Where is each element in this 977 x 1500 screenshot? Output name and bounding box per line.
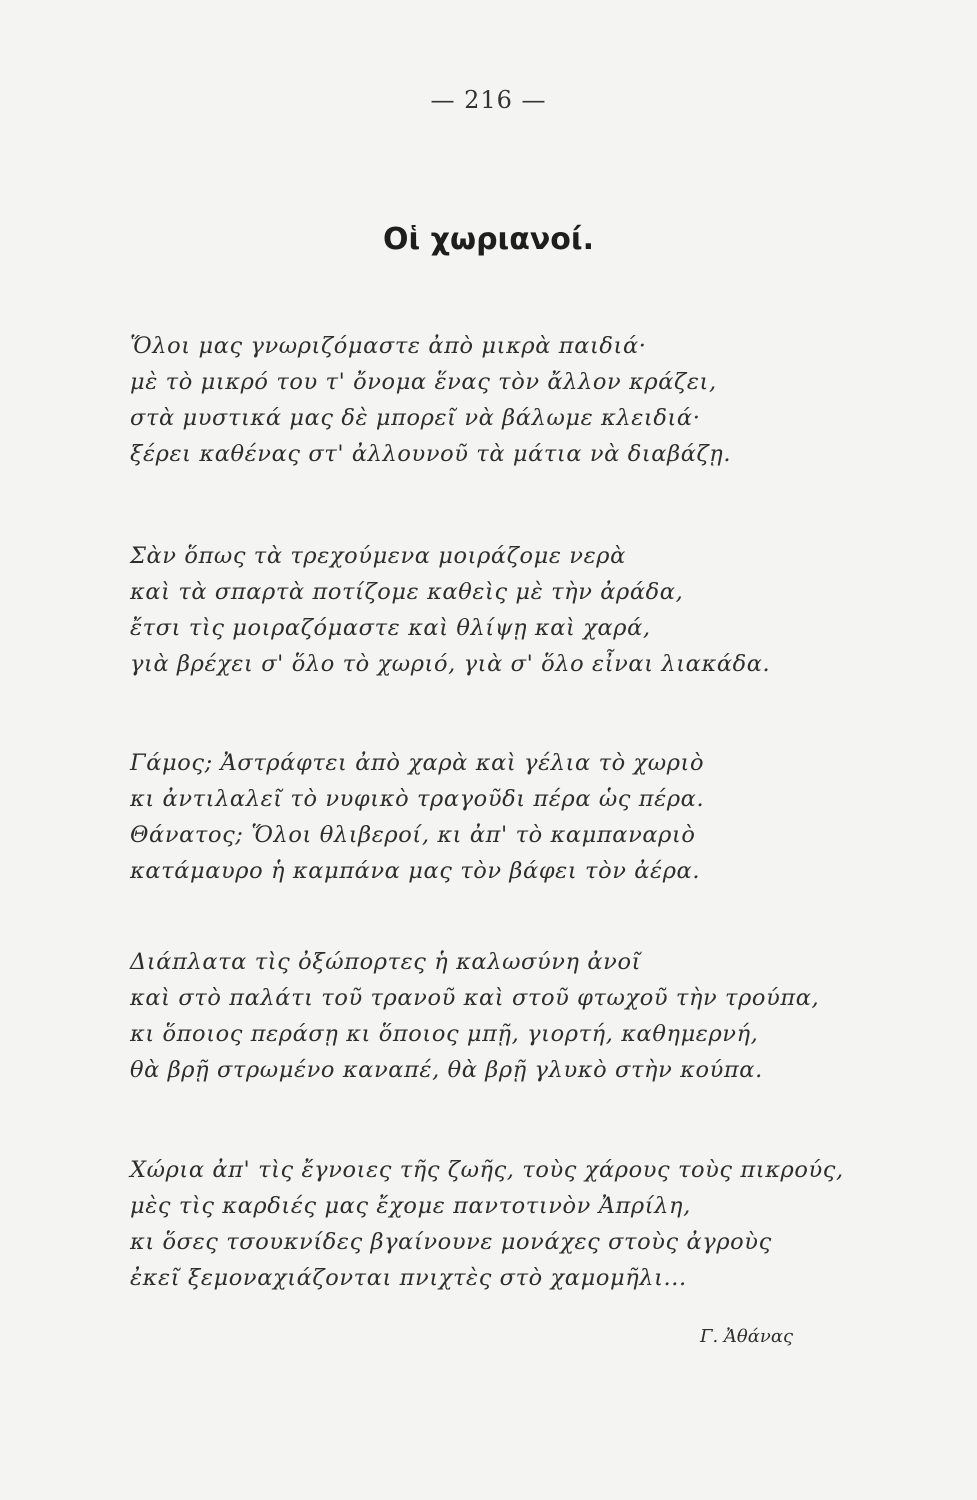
- poem-line: κατάμαυρο ἡ καμπάνα μας τὸν βάφει τὸν ἀέρα.: [130, 858, 701, 884]
- poem-line: Γάμος; Ἀστράφτει ἀπὸ χαρὰ καὶ γέλια τὸ χωριὸ: [130, 750, 705, 776]
- author-signature: Γ. Ἀθάνας: [700, 1326, 794, 1347]
- poem-line: μὲς τὶς καρδιές μας ἔχομε παντοτινὸν Ἀπρίλη,: [130, 1193, 691, 1219]
- poem-line: στὰ μυστικά μας δὲ μπορεῖ νὰ βάλωμε κλειδιά·: [130, 405, 701, 431]
- poem-line: ἔτσι τὶς μοιραζόμαστε καὶ θλίψῃ καὶ χαρά,: [130, 615, 651, 641]
- poem-line: ξέρει καθένας στ' ἀλλουνοῦ τὰ μάτια νὰ διαβάζῃ.: [130, 441, 732, 467]
- stanza-1: [130, 328, 910, 472]
- poem-line: κι ἀντιλαλεῖ τὸ νυφικὸ τραγοῦδι πέρα ὡς πέρα.: [130, 786, 705, 812]
- poem-line: Διάπλατα τὶς ὀξώπορτες ἡ καλωσύνη ἀνοῖ: [130, 949, 642, 975]
- poem-line: Ὅλοι μας γνωριζόμαστε ἀπὸ μικρὰ παιδιά·: [130, 333, 647, 359]
- poem-line: Σὰν ὅπως τὰ τρεχούμενα μοιράζομε νερὰ: [130, 543, 626, 569]
- poem-line: ἐκεῖ ξεμοναχιάζονται πνιχτὲς στὸ χαμομῆλι...: [130, 1265, 687, 1291]
- poem-line: μὲ τὸ μικρό του τ' ὄνομα ἕνας τὸν ἄλλον κράζει,: [130, 369, 717, 395]
- poem-title: Οἱ χωριανοί.: [383, 222, 594, 257]
- poem-line: γιὰ βρέχει σ' ὅλο τὸ χωριό, γιὰ σ' ὅλο εἶναι λιακάδα.: [130, 651, 771, 677]
- stanza-2: [130, 538, 910, 682]
- poem-line: θὰ βρῇ στρωμένο καναπέ, θὰ βρῇ γλυκὸ στὴν κούπα.: [130, 1057, 763, 1083]
- page-number: — 216 —: [430, 86, 547, 114]
- poem-line: κι ὅποιος περάσῃ κι ὅποιος μπῇ, γιορτή, καθημερνή,: [130, 1021, 759, 1047]
- poem-line: κι ὅσες τσουκνίδες βγαίνουνε μονάχες στοὺς ἀγροὺς: [130, 1229, 772, 1255]
- poem-line: καὶ στὸ παλάτι τοῦ τρανοῦ καὶ στοῦ φτωχοῦ τὴν τρούπα,: [130, 985, 820, 1011]
- poem-line: Θάνατος; Ὅλοι θλιβεροί, κι ἀπ' τὸ καμπαναριὸ: [130, 822, 696, 848]
- poem-line: Χώρια ἀπ' τὶς ἔγνοιες τῆς ζωῆς, τοὺς χάρους τοὺς πικρούς,: [130, 1157, 844, 1183]
- stanza-3: [130, 745, 910, 889]
- stanza-5: [130, 1152, 910, 1296]
- poem-line: καὶ τὰ σπαρτὰ ποτίζομε καθεὶς μὲ τὴν ἀράδα,: [130, 579, 684, 605]
- stanza-4: [130, 944, 910, 1088]
